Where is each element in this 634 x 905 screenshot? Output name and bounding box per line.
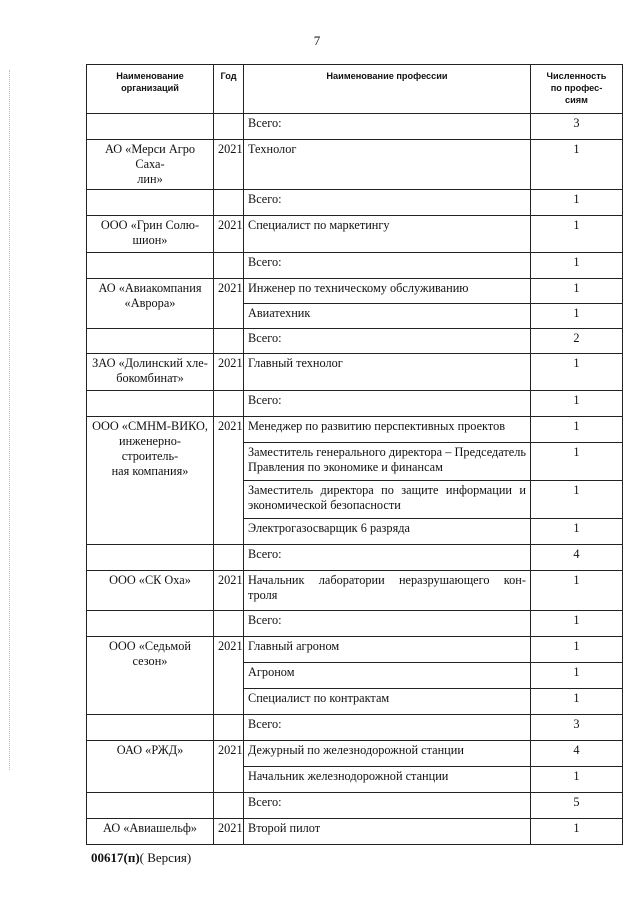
year-cell: 2021	[214, 354, 244, 391]
count-cell: 1	[531, 216, 623, 253]
table-row	[87, 253, 623, 279]
org-cell	[87, 391, 214, 417]
count-cell: 1	[531, 663, 623, 689]
profession-cell: Специалист по контрактам	[244, 689, 531, 715]
table-row	[87, 545, 623, 571]
profession-cell: Второй пилот	[244, 819, 531, 845]
table-row	[87, 114, 623, 140]
table-row	[87, 741, 623, 767]
org-cell	[87, 329, 214, 354]
year-cell	[214, 715, 244, 741]
header-org: Наименование организаций	[87, 65, 214, 114]
year-cell	[214, 190, 244, 216]
year-cell: 2021	[214, 216, 244, 253]
count-cell: 3	[531, 114, 623, 140]
org-cell: ООО «СК Оха»	[87, 571, 214, 611]
table-row	[87, 190, 623, 216]
org-cell: ООО «Седьмой сезон»	[87, 637, 214, 715]
org-cell	[87, 611, 214, 637]
profession-cell: Авиатехник	[244, 304, 531, 329]
count-cell: 1	[531, 354, 623, 391]
year-cell: 2021	[214, 819, 244, 845]
year-cell	[214, 329, 244, 354]
profession-cell: Всего:	[244, 793, 531, 819]
table-row	[87, 140, 623, 190]
document-code: 00617(п)	[91, 850, 140, 865]
year-cell	[214, 793, 244, 819]
org-cell: ООО «СМНМ-ВИКО, инженерно-строитель- ная компания»	[87, 417, 214, 545]
count-cell: 4	[531, 741, 623, 767]
year-cell	[214, 545, 244, 571]
count-cell: 1	[531, 304, 623, 329]
count-cell: 1	[531, 637, 623, 663]
org-cell	[87, 715, 214, 741]
count-cell: 1	[531, 819, 623, 845]
document-footer	[91, 850, 191, 866]
year-cell: 2021	[214, 140, 244, 190]
table-row	[87, 329, 623, 354]
profession-cell: Технолог	[244, 140, 531, 190]
profession-cell: Всего:	[244, 715, 531, 741]
profession-cell: Всего:	[244, 611, 531, 637]
profession-cell: Главный технолог	[244, 354, 531, 391]
count-cell: 1	[531, 140, 623, 190]
header-count: Численность по профес- сиям	[531, 65, 623, 114]
org-cell: ОАО «РЖД»	[87, 741, 214, 793]
professions-table	[86, 64, 623, 845]
count-cell: 1	[531, 253, 623, 279]
org-cell	[87, 190, 214, 216]
org-cell	[87, 253, 214, 279]
count-cell: 1	[531, 571, 623, 611]
count-cell: 1	[531, 767, 623, 793]
header-year: Год	[214, 65, 244, 114]
profession-cell: Электрогазосварщик 6 разряда	[244, 519, 531, 545]
count-cell: 1	[531, 689, 623, 715]
table-row	[87, 279, 623, 304]
year-cell	[214, 391, 244, 417]
org-cell: АО «Мерси Агро Саха- лин»	[87, 140, 214, 190]
year-cell: 2021	[214, 279, 244, 329]
table-header-row	[87, 65, 623, 114]
count-cell: 1	[531, 417, 623, 443]
org-cell: АО «Авиакомпания «Аврора»	[87, 279, 214, 329]
year-cell	[214, 611, 244, 637]
profession-cell: Начальник лаборатории неразрушающего кон- троля	[244, 571, 531, 611]
profession-cell: Главный агроном	[244, 637, 531, 663]
count-cell: 2	[531, 329, 623, 354]
profession-cell: Агроном	[244, 663, 531, 689]
year-cell: 2021	[214, 417, 244, 545]
table-row	[87, 793, 623, 819]
year-cell: 2021	[214, 637, 244, 715]
count-cell: 1	[531, 190, 623, 216]
org-cell	[87, 114, 214, 140]
profession-cell: Начальник железнодорожной станции	[244, 767, 531, 793]
org-cell: ЗАО «Долинский хле- бокомбинат»	[87, 354, 214, 391]
header-profession: Наименование профессии	[244, 65, 531, 114]
table-row	[87, 391, 623, 417]
count-cell: 1	[531, 519, 623, 545]
table-row	[87, 715, 623, 741]
profession-cell: Менеджер по развитию перспективных проектов	[244, 417, 531, 443]
profession-cell: Заместитель генерального директора – Председатель Правления по экономике и финансам	[244, 443, 531, 481]
margin-rule	[9, 70, 10, 770]
profession-cell: Заместитель директора по защите информации и экономической безопасности	[244, 481, 531, 519]
count-cell: 1	[531, 481, 623, 519]
profession-cell: Дежурный по железнодорожной станции	[244, 741, 531, 767]
profession-cell: Всего:	[244, 545, 531, 571]
year-cell: 2021	[214, 571, 244, 611]
profession-cell: Инженер по техническому обслуживанию	[244, 279, 531, 304]
count-cell: 5	[531, 793, 623, 819]
document-version: ( Версия)	[139, 850, 192, 865]
table-row	[87, 611, 623, 637]
org-cell	[87, 793, 214, 819]
profession-cell: Всего:	[244, 190, 531, 216]
profession-cell: Всего:	[244, 114, 531, 140]
count-cell: 1	[531, 279, 623, 304]
count-cell: 3	[531, 715, 623, 741]
table-row	[87, 637, 623, 663]
profession-cell: Всего:	[244, 329, 531, 354]
profession-cell: Специалист по маркетингу	[244, 216, 531, 253]
table-row	[87, 819, 623, 845]
year-cell: 2021	[214, 741, 244, 793]
org-cell: ООО «Грин Солю- шион»	[87, 216, 214, 253]
profession-cell: Всего:	[244, 391, 531, 417]
profession-cell: Всего:	[244, 253, 531, 279]
org-cell	[87, 545, 214, 571]
table-row	[87, 354, 623, 391]
table-row	[87, 571, 623, 611]
year-cell	[214, 114, 244, 140]
count-cell: 1	[531, 611, 623, 637]
page-number: 7	[313, 33, 321, 48]
org-cell: АО «Авиашельф»	[87, 819, 214, 845]
count-cell: 4	[531, 545, 623, 571]
table-row	[87, 216, 623, 253]
year-cell	[214, 253, 244, 279]
count-cell: 1	[531, 443, 623, 481]
count-cell: 1	[531, 391, 623, 417]
table-row	[87, 417, 623, 443]
